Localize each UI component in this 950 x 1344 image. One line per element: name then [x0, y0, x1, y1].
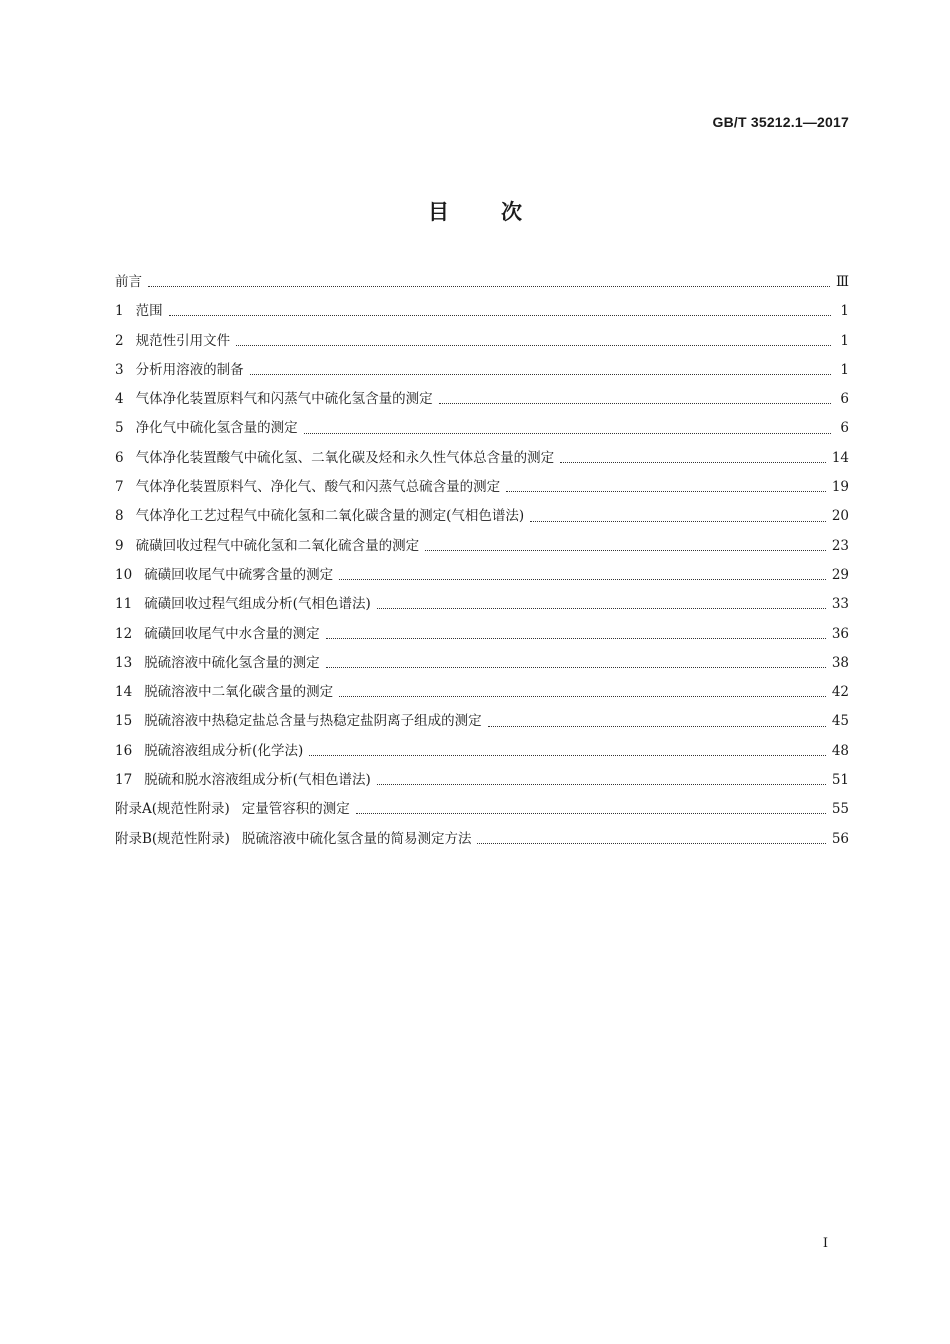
toc-entry[interactable]: [115, 827, 849, 856]
toc-entry[interactable]: [115, 387, 849, 416]
toc-entry-page: 36: [831, 625, 849, 642]
toc-dot-leader: [488, 725, 826, 727]
toc-dot-leader: [377, 607, 826, 609]
toc-entry-label: [115, 416, 304, 436]
toc-entry[interactable]: [115, 416, 849, 445]
toc-entry[interactable]: [115, 592, 849, 621]
toc-dot-leader: [530, 520, 826, 522]
toc-entry-page: Ⅲ: [835, 274, 849, 290]
toc-entry-title: 硫磺回收过程气中硫化氢和二氧化硫含量的测定: [135, 537, 420, 554]
toc-dot-leader: [560, 461, 826, 463]
toc-entry-page: 56: [831, 830, 849, 847]
toc-entry-title: 净化气中硫化氢含量的测定: [135, 420, 298, 437]
toc-entry-label: [115, 329, 236, 349]
toc-entry-label: [115, 622, 326, 642]
toc-entry-page: 33: [831, 596, 849, 613]
toc-entry-label: [115, 797, 356, 817]
toc-entry-page: 6: [840, 420, 849, 437]
toc-entry-page: 23: [831, 537, 849, 554]
toc-entry[interactable]: [115, 299, 849, 328]
toc-entry[interactable]: [115, 329, 849, 358]
toc-entry[interactable]: [115, 563, 849, 592]
toc-dot-leader: [148, 285, 830, 287]
toc-entry-title: 硫磺回收尾气中水含量的测定: [144, 625, 320, 642]
toc-entry-page: 6: [840, 391, 849, 408]
toc-entry-number: 14: [115, 684, 133, 701]
toc-entry-number: 4: [115, 391, 124, 408]
toc-dot-leader: [339, 578, 826, 580]
toc-dot-leader: [425, 549, 826, 551]
toc-dot-leader: [309, 754, 826, 756]
page-number: I: [822, 1236, 828, 1251]
toc-dot-leader: [326, 666, 826, 668]
toc-entry-number: 13: [115, 654, 133, 671]
toc-entry-page: 48: [831, 742, 849, 759]
toc-entry-title: 硫磺回收过程气组成分析(气相色谱法): [144, 596, 371, 613]
toc-entry-page: 42: [831, 684, 849, 701]
toc-entry-page: 19: [831, 479, 849, 496]
toc-entry-title: 前言: [115, 274, 142, 290]
toc-entry-title: 脱硫溶液组成分析(化学法): [144, 742, 304, 759]
toc-entry-label: [115, 299, 169, 319]
toc-entry-label: [115, 563, 339, 583]
toc-entry-title: 气体净化工艺过程气中硫化氢和二氧化碳含量的测定(气相色谱法): [135, 508, 525, 525]
toc-entry-title: 气体净化装置酸气中硫化氢、二氧化碳及烃和永久性气体总含量的测定: [135, 449, 555, 466]
toc-entry-number: 12: [115, 625, 133, 642]
toc-entry-page: 45: [831, 713, 849, 730]
toc-entry-number: 16: [115, 742, 133, 759]
toc-entry-title: 脱硫溶液中硫化氢含量的测定: [144, 654, 320, 671]
standard-code: GB/T 35212.1—2017: [712, 114, 849, 130]
toc-dot-leader: [356, 812, 826, 814]
toc-entry-number: 9: [115, 537, 124, 554]
toc-entry-label: [115, 475, 506, 495]
toc-entry-number: 2: [115, 332, 124, 349]
toc-entry-number: 附录B(规范性附录): [115, 830, 230, 847]
toc-dot-leader: [326, 637, 826, 639]
toc-entry-number: 8: [115, 508, 124, 525]
toc-entry[interactable]: [115, 475, 849, 504]
table-of-contents: [115, 270, 849, 856]
toc-entry[interactable]: [115, 797, 849, 826]
toc-dot-leader: [339, 695, 826, 697]
toc-entry-title: 气体净化装置原料气和闪蒸气中硫化氢含量的测定: [135, 391, 433, 408]
page-title: 目次: [428, 200, 574, 224]
toc-entry-label: [115, 446, 560, 466]
toc-entry-title: 硫磺回收尾气中硫雾含量的测定: [144, 566, 334, 583]
toc-entry-page: 29: [831, 566, 849, 583]
toc-entry[interactable]: [115, 709, 849, 738]
toc-entry-number: 10: [115, 566, 133, 583]
toc-entry-page: 1: [840, 303, 849, 320]
toc-entry-page: 20: [831, 508, 849, 525]
toc-entry-label: [115, 270, 148, 290]
toc-entry-label: [115, 592, 377, 612]
toc-entry-number: 6: [115, 449, 124, 466]
toc-entry-page: 55: [831, 801, 849, 818]
toc-entry-title: 脱硫和脱水溶液组成分析(气相色谱法): [144, 772, 371, 789]
toc-entry-number: 11: [115, 596, 133, 613]
toc-entry-page: 1: [840, 361, 849, 378]
toc-entry-number: 17: [115, 772, 133, 789]
toc-entry-label: [115, 827, 477, 847]
toc-entry-page: 38: [831, 654, 849, 671]
toc-dot-leader: [304, 432, 831, 434]
toc-entry[interactable]: [115, 739, 849, 768]
toc-entry-number: 5: [115, 420, 124, 437]
toc-entry-title: 脱硫溶液中硫化氢含量的简易测定方法: [241, 830, 472, 847]
toc-entry-title: 定量管容积的测定: [241, 801, 350, 818]
toc-entry-label: [115, 534, 425, 554]
toc-entry-title: 脱硫溶液中热稳定盐总含量与热稳定盐阴离子组成的测定: [144, 713, 482, 730]
toc-dot-leader: [477, 842, 825, 844]
toc-entry-number: 7: [115, 479, 124, 496]
toc-entry-label: [115, 504, 530, 524]
toc-entry-title: 范围: [135, 303, 163, 320]
toc-dot-leader: [377, 783, 826, 785]
toc-dot-leader: [439, 402, 831, 404]
toc-entry-label: [115, 739, 309, 759]
toc-entry[interactable]: [115, 358, 849, 387]
toc-dot-leader: [236, 344, 831, 346]
toc-entry[interactable]: [115, 446, 849, 475]
toc-entry-title: 气体净化装置原料气、净化气、酸气和闪蒸气总硫含量的测定: [135, 479, 501, 496]
toc-entry-label: [115, 768, 377, 788]
toc-entry-number: 附录A(规范性附录): [115, 801, 230, 818]
toc-entry-label: [115, 680, 339, 700]
toc-entry-label: [115, 709, 488, 729]
toc-entry[interactable]: [115, 534, 849, 563]
toc-entry-title: 分析用溶液的制备: [135, 361, 244, 378]
toc-entry[interactable]: [115, 768, 849, 797]
toc-entry-page: 1: [840, 332, 849, 349]
toc-dot-leader: [250, 373, 831, 375]
toc-entry-number: 1: [115, 303, 124, 320]
toc-entry-number: 3: [115, 361, 124, 378]
toc-entry-number: 15: [115, 713, 133, 730]
toc-entry-page: 14: [831, 449, 849, 466]
toc-entry[interactable]: [115, 651, 849, 680]
toc-entry[interactable]: [115, 680, 849, 709]
toc-entry-label: [115, 651, 326, 671]
toc-entry-label: [115, 387, 439, 407]
toc-entry-title: 脱硫溶液中二氧化碳含量的测定: [144, 684, 334, 701]
toc-dot-leader: [169, 314, 831, 316]
toc-entry-page: 51: [831, 772, 849, 789]
toc-entry[interactable]: [115, 270, 849, 299]
toc-entry-label: [115, 358, 250, 378]
toc-entry[interactable]: [115, 622, 849, 651]
toc-entry[interactable]: [115, 504, 849, 533]
toc-dot-leader: [506, 490, 826, 492]
toc-entry-title: 规范性引用文件: [135, 332, 231, 349]
